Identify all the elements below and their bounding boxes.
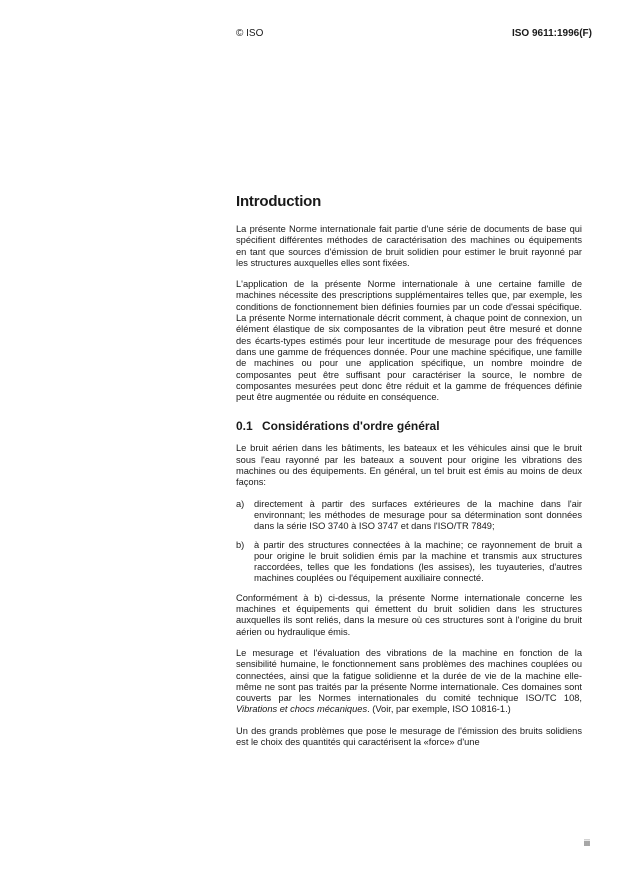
list-text: directement à partir des surfaces extérieures de la machine dans l'air environnant; les méthodes de mesurage pour sa détermination sont données dans la série ISO 3740 à ISO 3747 et dans l'ISO/TR 7849; — [254, 498, 582, 532]
emission-ways-list — [236, 499, 582, 585]
section-number: 0.1 — [236, 419, 253, 434]
list-marker: b) — [236, 539, 245, 550]
list-text: à partir des structures connectées à la machine; ce rayonnement de bruit a pour origine le bruit solidien émis par la machine et transmis aux structures raccordées, telles que les fondations (les assises), les tuyauteries, d'autres machines couplées ou l'équipement auxiliaire connecté. — [254, 539, 582, 584]
paragraph-text: Le mesurage et l'évaluation des vibrations de la machine en fonction de la sensibilité humaine, le fonctionnement sans problèmes des machines couplées ou connectées, ainsi que la fatigue solidienne et la durée de vie de la machine elle-même ne sont pas traités par la présente Norme internationale. Ces domaines sont couverts par les Normes internationales du comité technique ISO/TC 108, — [236, 647, 582, 704]
page-number: iii — [584, 838, 590, 848]
list-item — [236, 540, 582, 585]
list-item — [236, 499, 582, 533]
standard-number: ISO 9611:1996(F) — [511, 28, 592, 39]
intro-paragraph-1: La présente Norme internationale fait partie d'une série de documents de base qui spécifient différentes méthodes de caractérisation des machines ou équipements en tant que sources d'émission de bruit solidien pour estimer le bruit rayonné par les structures auxquelles elles sont fixées. — [236, 224, 582, 268]
section-heading — [236, 419, 582, 433]
copyright-label: © ISO — [236, 28, 264, 39]
section-paragraph-1: Le bruit aérien dans les bâtiments, les bateaux et les véhicules ainsi que le bruit sous l'eau rayonné par les bateaux a souvent pour origine les vibrations des machines ou des équipements. En général, un tel bruit est émis au moins de deux façons: — [236, 443, 582, 488]
section-0-1 — [236, 419, 582, 748]
intro-paragraph-2: L'application de la présente Norme internationale à une certaine famille de machines nécessite des prescriptions supplémentaires telles que, par exemple, les conditions de fonctionnement bien définies fournies par un code d'essai spécifique. La présente Norme internationale décrit comment, à chaque point de connexion, un élément élastique de six composantes de la vibration peut être mesuré et donne des écarts-types estimés pour leur incertitude de mesurage pour des fréquences dans une gamme de fréquences donnée. Pour une machine spécifique, une famille de machines ou pour une application spécifique, un nombre moindre de composantes peut être suffisant pour caractériser la source, le nombre de composantes mesurées peut donc être réduit et la gamme de fréquences définie peut être augmentée ou réduite en conséquence. — [236, 279, 582, 403]
introduction-heading: Introduction — [236, 193, 322, 210]
section-paragraph-3 — [236, 648, 582, 716]
committee-title: Vibrations et chocs mécaniques — [236, 704, 368, 715]
paragraph-text: . (Voir, par exemple, ISO 10816-1.) — [367, 704, 511, 715]
list-marker: a) — [236, 498, 245, 509]
section-paragraph-2: Conformément à b) ci-dessus, la présente Norme internationale concerne les machines et équipements qui émettent du bruit solidien dans les structures auxquelles ils sont reliés, dans la mesure où ces structures sont à l'origine du bruit aérien ou hydraulique émis. — [236, 592, 582, 637]
section-paragraph-4: Un des grands problèmes que pose le mesurage de l'émission des bruits solidiens est le choix des quantités qui caractérisent la «force» d'une — [236, 725, 582, 747]
main-content — [236, 193, 582, 758]
section-title: Considérations d'ordre général — [262, 419, 440, 434]
